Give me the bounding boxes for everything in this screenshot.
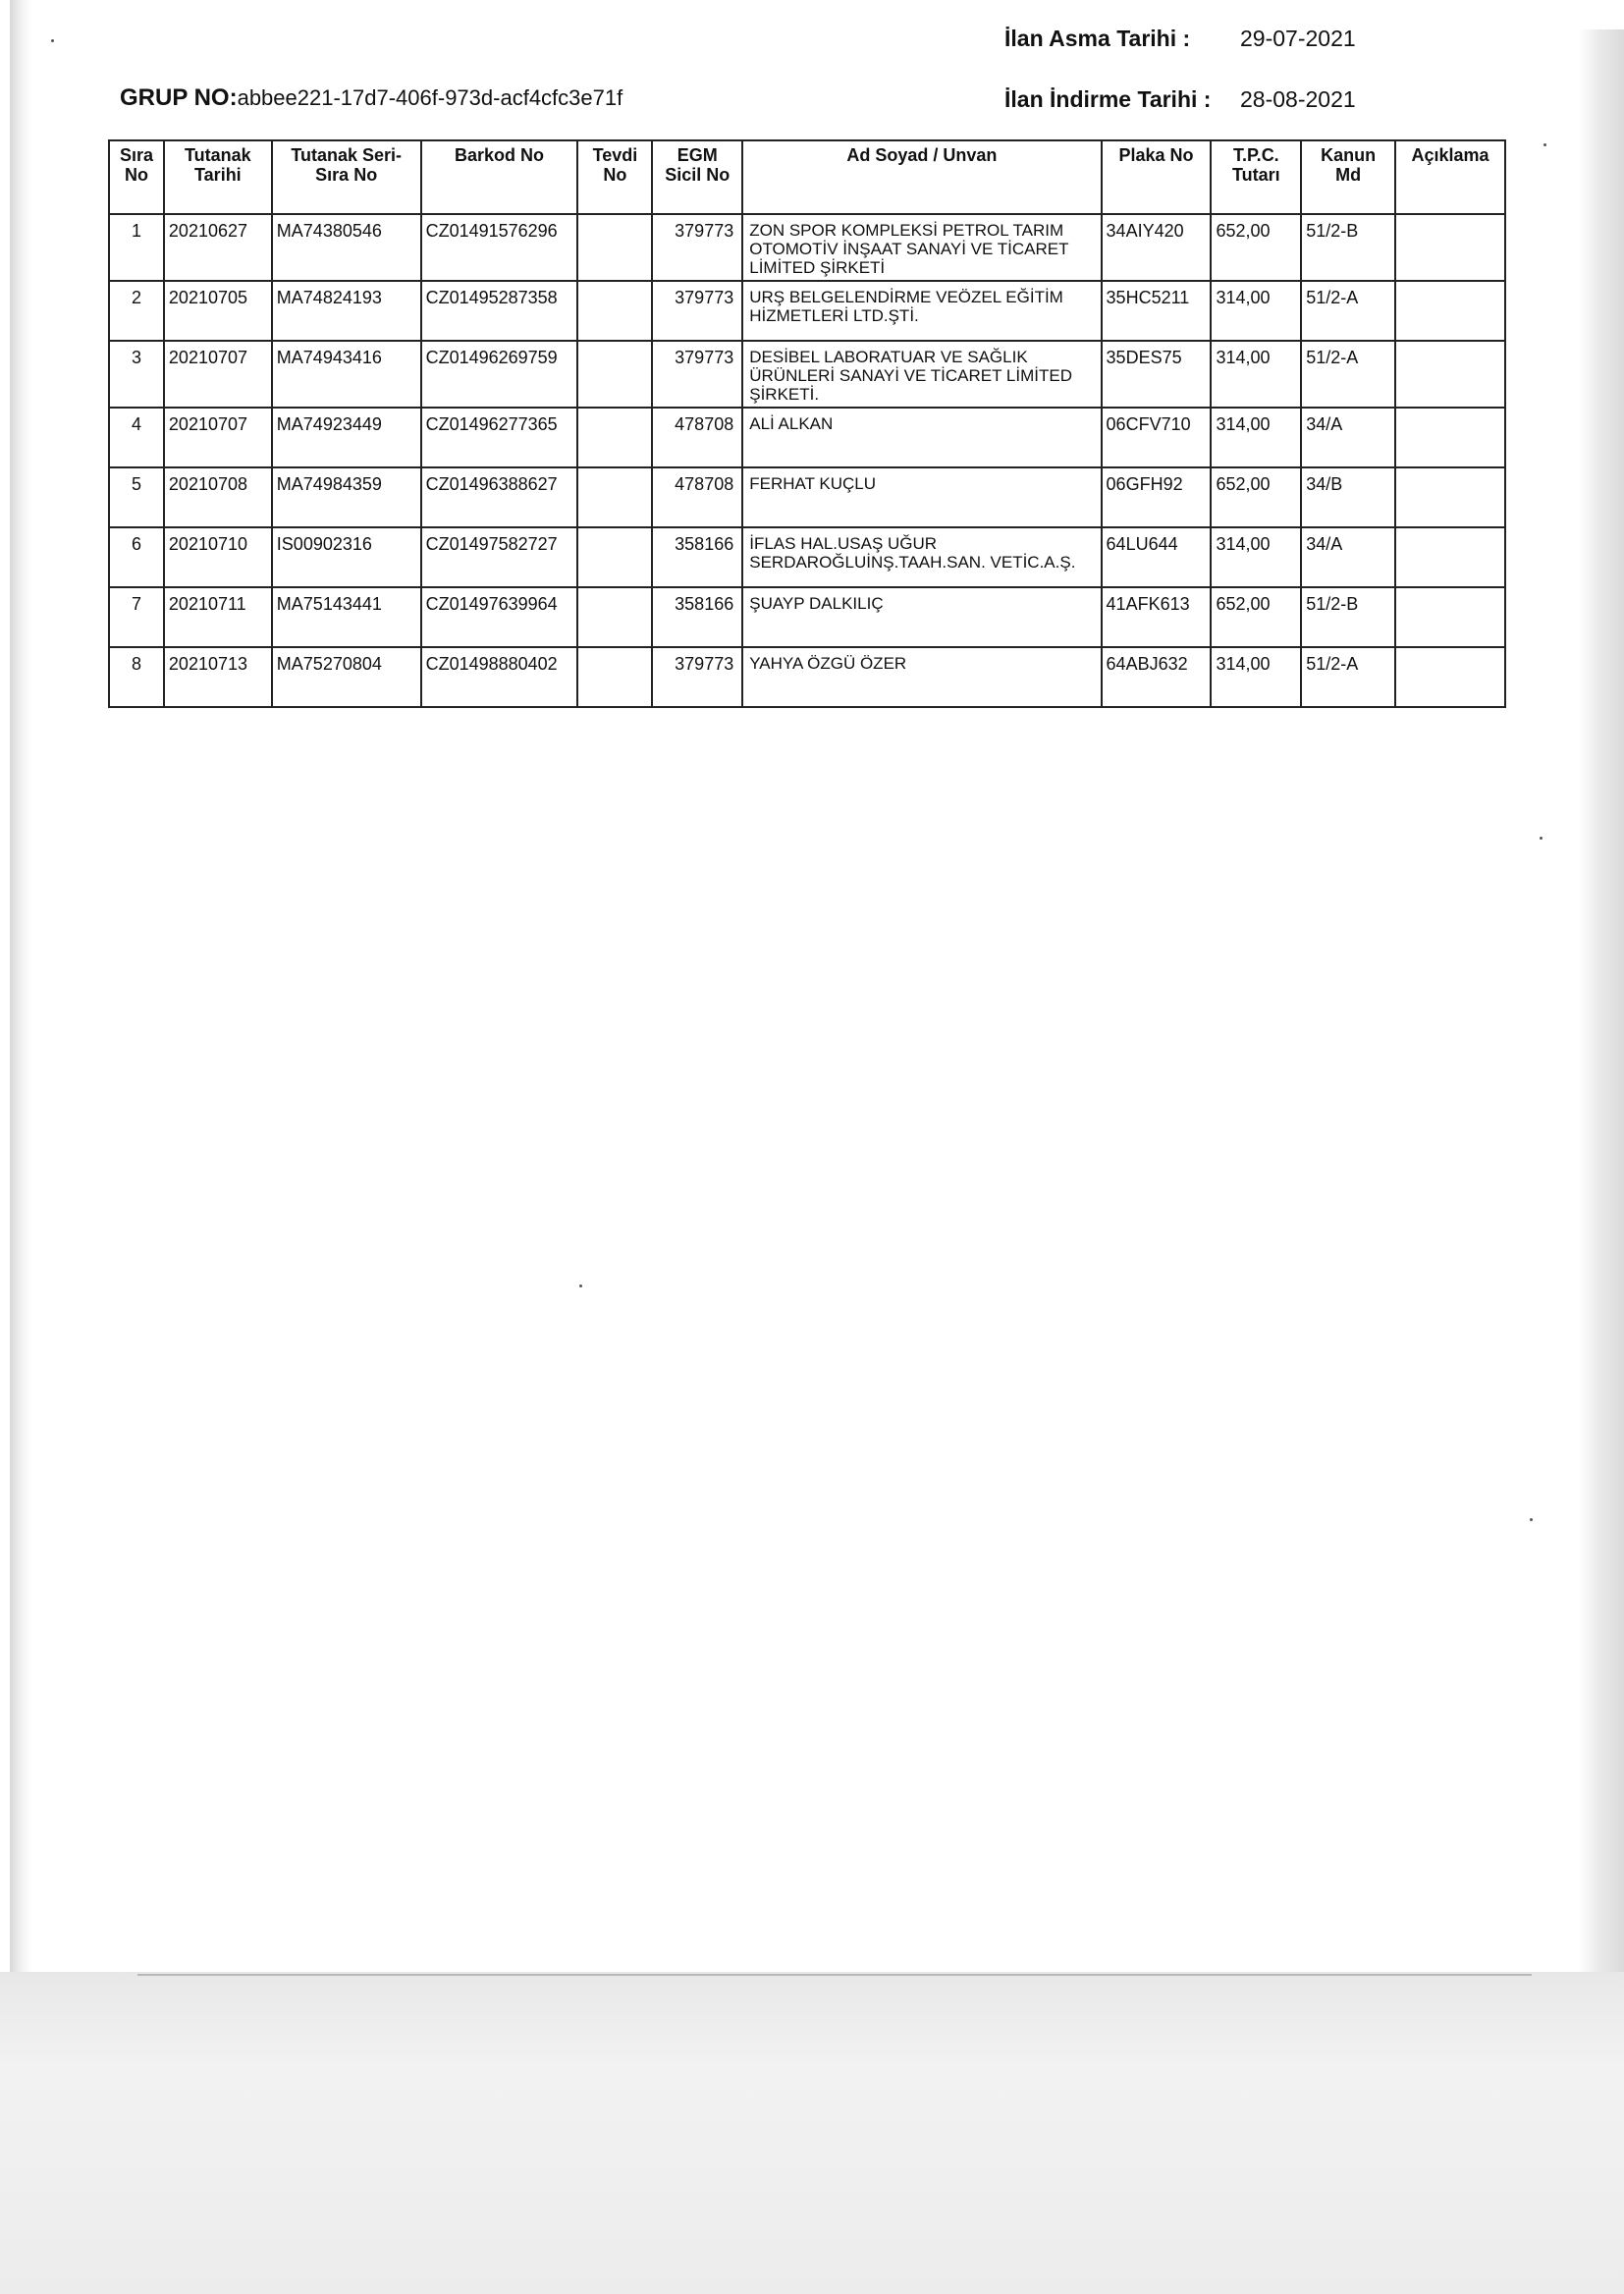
cell-tevdi [577, 587, 652, 647]
cell-tevdi [577, 647, 652, 707]
cell-seri: MA74824193 [272, 281, 421, 341]
cell-tutar: 652,00 [1211, 587, 1301, 647]
cell-sira: 4 [109, 408, 164, 467]
cell-seri: MA74923449 [272, 408, 421, 467]
column-header-egm [652, 140, 742, 214]
cell-egm: 478708 [652, 467, 742, 527]
cell-seri: MA74380546 [272, 214, 421, 281]
column-header-kanun [1301, 140, 1395, 214]
cell-seri: MA75270804 [272, 647, 421, 707]
scan-speck [1530, 1518, 1533, 1521]
cell-seri: MA74984359 [272, 467, 421, 527]
cell-tarih: 20210705 [164, 281, 272, 341]
table-header-row [109, 140, 1505, 214]
cell-ad: ALİ ALKAN [742, 408, 1101, 467]
cell-seri: IS00902316 [272, 527, 421, 587]
cell-kanun: 51/2-A [1301, 341, 1395, 408]
column-header-line: Sicil No [665, 165, 731, 185]
cell-tarih: 20210707 [164, 408, 272, 467]
cell-kanun: 51/2-A [1301, 647, 1395, 707]
cell-sira: 5 [109, 467, 164, 527]
column-header-aciklama [1395, 140, 1505, 214]
cell-ad: FERHAT KUÇLU [742, 467, 1101, 527]
scan-speck [579, 1284, 582, 1287]
cell-aciklama [1395, 214, 1505, 281]
cell-tarih: 20210707 [164, 341, 272, 408]
ilan-indirme-value: 28-08-2021 [1240, 86, 1356, 112]
cell-plaka: 35HC5211 [1102, 281, 1212, 341]
cell-kanun: 51/2-A [1301, 281, 1395, 341]
column-header-line: Tutanak Seri- [291, 145, 403, 165]
cell-plaka: 35DES75 [1102, 341, 1212, 408]
cell-barkod: CZ01491576296 [421, 214, 578, 281]
column-header-sira [109, 140, 164, 214]
cell-plaka: 41AFK613 [1102, 587, 1212, 647]
cell-plaka: 06GFH92 [1102, 467, 1212, 527]
column-header-line: No [124, 165, 148, 185]
cell-tevdi [577, 467, 652, 527]
column-header-line: No [603, 165, 627, 185]
cell-tarih: 20210708 [164, 467, 272, 527]
cell-tevdi [577, 214, 652, 281]
ilan-indirme-tarihi [1004, 86, 1397, 113]
scan-speck [51, 39, 54, 42]
cell-seri: MA75143441 [272, 587, 421, 647]
table-row [109, 408, 1505, 467]
cell-egm: 379773 [652, 341, 742, 408]
column-header-tutar [1211, 140, 1301, 214]
column-header-line: Ad Soyad / Unvan [846, 145, 998, 165]
column-header-seri [272, 140, 421, 214]
cell-sira: 6 [109, 527, 164, 587]
table-row [109, 467, 1505, 527]
cell-egm: 379773 [652, 281, 742, 341]
cell-egm: 358166 [652, 587, 742, 647]
cell-tarih: 20210710 [164, 527, 272, 587]
table-row [109, 647, 1505, 707]
cell-barkod: CZ01498880402 [421, 647, 578, 707]
cell-plaka: 34AIY420 [1102, 214, 1212, 281]
cell-aciklama [1395, 527, 1505, 587]
scan-right-edge [1579, 29, 1624, 2013]
cell-tevdi [577, 281, 652, 341]
cell-barkod: CZ01495287358 [421, 281, 578, 341]
column-header-tevdi [577, 140, 652, 214]
cell-sira: 8 [109, 647, 164, 707]
cell-kanun: 34/A [1301, 527, 1395, 587]
scan-bottom-margin [0, 1972, 1624, 2294]
cell-seri: MA74943416 [272, 341, 421, 408]
cell-egm: 358166 [652, 527, 742, 587]
column-header-line: T.P.C. [1233, 145, 1279, 165]
column-header-line: Barkod No [455, 145, 545, 165]
grup-no-value: abbee221-17d7-406f-973d-acf4cfc3e71f [237, 85, 623, 110]
cell-aciklama [1395, 281, 1505, 341]
grup-no [120, 84, 623, 112]
column-header-line: EGM [677, 145, 718, 165]
cell-aciklama [1395, 467, 1505, 527]
cell-plaka: 64ABJ632 [1102, 647, 1212, 707]
cell-ad: ZON SPOR KOMPLEKSİ PETROL TARIM OTOMOTİV İNŞAAT SANAYİ VE TİCARET LİMİTED ŞİRKETİ [742, 214, 1101, 281]
cell-aciklama [1395, 341, 1505, 408]
cell-tutar: 652,00 [1211, 467, 1301, 527]
table-row [109, 281, 1505, 341]
cell-tarih: 20210713 [164, 647, 272, 707]
column-header-line: Tutarı [1232, 165, 1280, 185]
cell-barkod: CZ01497582727 [421, 527, 578, 587]
cell-ad: URŞ BELGELENDİRME VEÖZEL EĞİTİM HİZMETLERİ LTD.ŞTİ. [742, 281, 1101, 341]
cell-tutar: 314,00 [1211, 647, 1301, 707]
scan-speck [1540, 837, 1543, 840]
cell-kanun: 51/2-B [1301, 214, 1395, 281]
column-header-line: Md [1335, 165, 1362, 185]
table-row [109, 527, 1505, 587]
ilan-asma-tarihi [1004, 26, 1397, 52]
column-header-line: Tutanak [185, 145, 251, 165]
cell-barkod: CZ01496277365 [421, 408, 578, 467]
scan-bottom-line [137, 1974, 1532, 1976]
cell-tarih: 20210711 [164, 587, 272, 647]
cell-sira: 7 [109, 587, 164, 647]
cell-tevdi [577, 341, 652, 408]
cell-ad: ŞUAYP DALKILIÇ [742, 587, 1101, 647]
table-row [109, 214, 1505, 281]
column-header-plaka [1102, 140, 1212, 214]
scan-speck [1543, 143, 1546, 146]
column-header-ad [742, 140, 1101, 214]
cell-ad: DESİBEL LABORATUAR VE SAĞLIK ÜRÜNLERİ SANAYİ VE TİCARET LİMİTED ŞİRKETİ. [742, 341, 1101, 408]
column-header-line: Sıra No [315, 165, 378, 185]
column-header-line: Sıra [119, 145, 153, 165]
table-body [109, 214, 1505, 707]
cell-kanun: 34/B [1301, 467, 1395, 527]
cell-tevdi [577, 527, 652, 587]
cell-egm: 478708 [652, 408, 742, 467]
ilan-indirme-label: İlan İndirme Tarihi : [1004, 86, 1212, 112]
ilan-asma-value: 29-07-2021 [1240, 26, 1356, 51]
table-row [109, 587, 1505, 647]
cell-tutar: 314,00 [1211, 527, 1301, 587]
grup-no-label: GRUP NO: [120, 84, 238, 111]
cell-ad: YAHYA ÖZGÜ ÖZER [742, 647, 1101, 707]
column-header-line: Plaka No [1118, 145, 1194, 165]
column-header-line: Kanun [1321, 145, 1377, 165]
column-header-line: Tevdi [592, 145, 638, 165]
cell-tarih: 20210627 [164, 214, 272, 281]
cell-tutar: 652,00 [1211, 214, 1301, 281]
cell-barkod: CZ01496269759 [421, 341, 578, 408]
scan-left-edge [10, 0, 31, 2294]
cell-plaka: 64LU644 [1102, 527, 1212, 587]
cell-kanun: 34/A [1301, 408, 1395, 467]
cell-aciklama [1395, 647, 1505, 707]
cell-sira: 3 [109, 341, 164, 408]
cell-tutar: 314,00 [1211, 408, 1301, 467]
cell-egm: 379773 [652, 214, 742, 281]
cell-aciklama [1395, 587, 1505, 647]
cell-sira: 1 [109, 214, 164, 281]
column-header-tarih [164, 140, 272, 214]
tutanak-table [108, 139, 1506, 708]
cell-tutar: 314,00 [1211, 341, 1301, 408]
column-header-line: Açıklama [1411, 145, 1489, 165]
ilan-asma-label: İlan Asma Tarihi : [1004, 26, 1191, 51]
table-row [109, 341, 1505, 408]
column-header-line: Tarihi [194, 165, 242, 185]
cell-sira: 2 [109, 281, 164, 341]
cell-barkod: CZ01497639964 [421, 587, 578, 647]
cell-tevdi [577, 408, 652, 467]
cell-egm: 379773 [652, 647, 742, 707]
column-header-barkod [421, 140, 578, 214]
cell-kanun: 51/2-B [1301, 587, 1395, 647]
cell-barkod: CZ01496388627 [421, 467, 578, 527]
cell-tutar: 314,00 [1211, 281, 1301, 341]
cell-ad: İFLAS HAL.USAŞ UĞUR SERDAROĞLUİNŞ.TAAH.SAN. VETİC.A.Ş. [742, 527, 1101, 587]
cell-plaka: 06CFV710 [1102, 408, 1212, 467]
cell-aciklama [1395, 408, 1505, 467]
